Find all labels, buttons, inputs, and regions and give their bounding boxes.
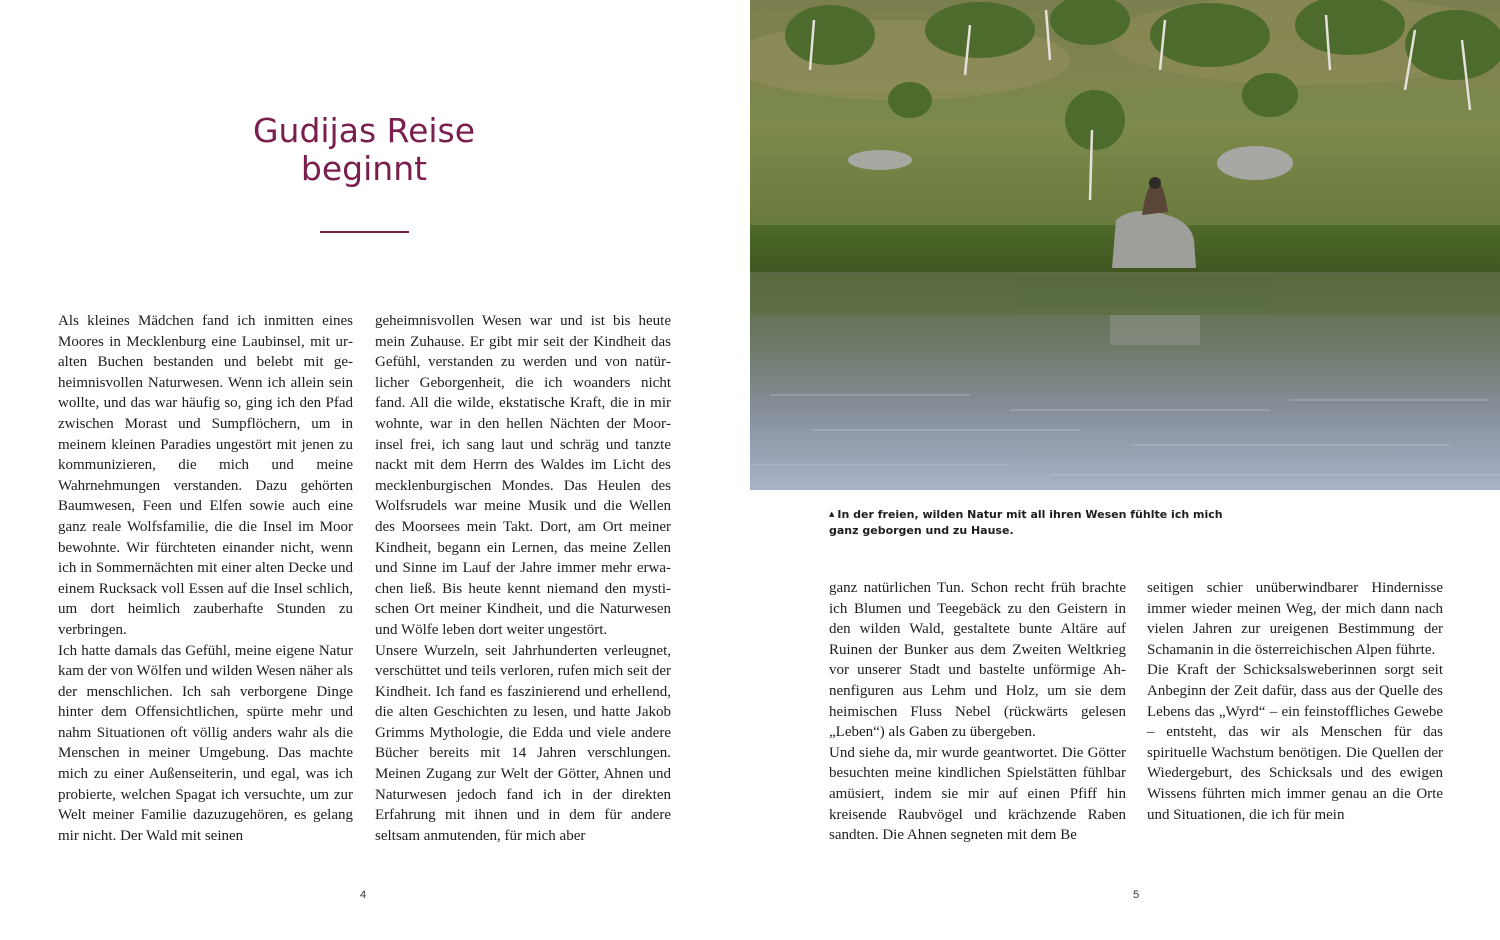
text-column-2 xyxy=(375,311,671,846)
paragraph: Als kleines Mädchen fand ich inmitten eines Moores in Mecklenburg eine Laubinsel, mit uralten Buchen bestanden und belebt mit geheimnisvollen Naturwesen. Wenn ich allein sein wollte, und das war häufig so, ging ich den Pfad zwischen Morast und Sumpflöchern, um in meinem kleinen Paradies ungestört mit jenen zu kommunizieren, die mich und meine Wahrnehmungen verstanden. Dazu gehörten Baumwesen, Feen und Elfen sowie auch eine ganz reale Wolfsfamilie, die die Insel im Moor bewohnte. Wir fürchteten einander nicht, wenn ich in Sommernächten mit einer alten Decke und einem Rucksack voll Essen auf die Insel schlich, um dort heimlich zauberhafte Stunden zu verbringen. xyxy=(58,313,353,638)
caption-text: In der freien, wilden Natur mit all ihren Wesen fühlte ich mich ganz geborgen und zu Hause. xyxy=(829,508,1223,537)
text-column-1 xyxy=(58,311,353,846)
page-number-right: 5 xyxy=(1133,889,1140,901)
right-page xyxy=(750,0,1500,940)
paragraph: Ich hatte damals das Gefühl, meine eigene Natur kam der von Wölfen und wilden Wesen näher als der menschlichen. Ich sah verborgene Dinge hinter dem Offensichtlichen, spürte mehr und nahm Situationen oft völlig anders wahr als die Menschen in meiner Umgebung. Das machte mich zu einer Außenseiterin, und egal, was ich probierte, welchen Spagat ich versuchte, um zur Welt meiner Familie dazuzugehören, es gelang mir nicht. Der Wald mit seinen xyxy=(58,642,353,844)
text-column-4 xyxy=(1147,578,1443,825)
paragraph: Unsere Wurzeln, seit Jahrhunderten verleugnet, verschüttet und teils verloren, rufen mich seit der Kindheit. Ich fand es faszinierend und erhellend, die alten Geschichten zu lesen, und hatte Jakob Grimms Mythologie, die Edda und viele andere Bücher bereits mit 14 Jahren verschlungen. Meinen Zugang zur Welt der Götter, Ahnen und Naturwesen jedoch fand ich in der direkten Erfahrung mit ihnen und in dem für andere seltsam anmutenden, für mich aber xyxy=(375,642,671,844)
paragraph: Und siehe da, mir wurde geantwortet. Die Götter besuchten meine kindlichen Spielstätten fühlbar amüsiert, indem sie mir auf einen Pfiff hin kreisende Raubvögel und krächzende Raben sandten. Die Ahnen segneten mit dem Be xyxy=(829,744,1126,844)
paragraph: seitigen schier unüberwindbarer Hindernisse immer wieder meinen Weg, der mich dann nach vielen Jahren zur ureigenen Bestimmung der Schamanin in die österreichischen Alpen führte. xyxy=(1147,580,1443,658)
chapter-title-line2: beginnt xyxy=(300,149,428,188)
triangle-up-icon: ▲ xyxy=(829,510,835,518)
paragraph: geheimnisvollen Wesen war und ist bis heute mein Zuhause. Er gibt mir seit der Kindheit das Gefühl, verstanden zu werden und von natürlicher Geborgenheit, die ich woanders nicht fand. All die wilde, ekstatische Kraft, die in mir wohnte, war in den hellen Nächten der Moorinsel frei, ich sang laut und schräg und tanzte nackt mit dem Herrn des Waldes im Licht des mecklenburgischen Mondes. Das Heulen des Wolfsrudels war meine Musik und die Wellen des Moorsees mein Takt. Dort, am Ort meiner Kindheit, begann ein Lernen, das meine Zellen und Sinne im Lauf der Jahre immer mehr erwachen ließ. Bis heute kennt niemand den mystischen Ort meiner Kindheit, und die Naturwesen und Wölfe leben dort weiter ungestört. xyxy=(375,313,671,638)
photo-caption xyxy=(829,507,1249,538)
page-number-left: 4 xyxy=(360,889,367,901)
text-column-3 xyxy=(829,578,1126,846)
paragraph: Die Kraft der Schicksalsweberinnen sorgt seit Anbeginn der Zeit dafür, dass aus der Quelle des Lebens das „Wyrd“ – ein feinstoffliches Gewebe – entsteht, das wir als Menschen für das spirituelle Wachstum benötigen. Die Quellen der Wiedergeburt, des Schicksals und des ewigen Wissens führten mich immer genau an die Orte und Situationen, die ich für mein xyxy=(1147,662,1443,823)
chapter-title-line1: Gudijas Reise xyxy=(252,111,476,150)
lake-landscape-photo xyxy=(750,0,1500,490)
chapter-title xyxy=(214,112,514,188)
paragraph: ganz natürlichen Tun. Schon recht früh brachte ich Blumen und Teegebäck zu den Geistern in den wilden Wald, gestaltete bunte Altäre auf Ruinen der Bunker aus dem Zweiten Weltkrieg vor unserer Stadt und bastelte unförmige Ahnenfiguren aus Lehm und Holz, um sie dem heimischen Fluss Nebel (rückwärts gelesen „Leben“) als Gaben zu übergeben. xyxy=(829,580,1126,741)
title-divider xyxy=(320,231,409,233)
